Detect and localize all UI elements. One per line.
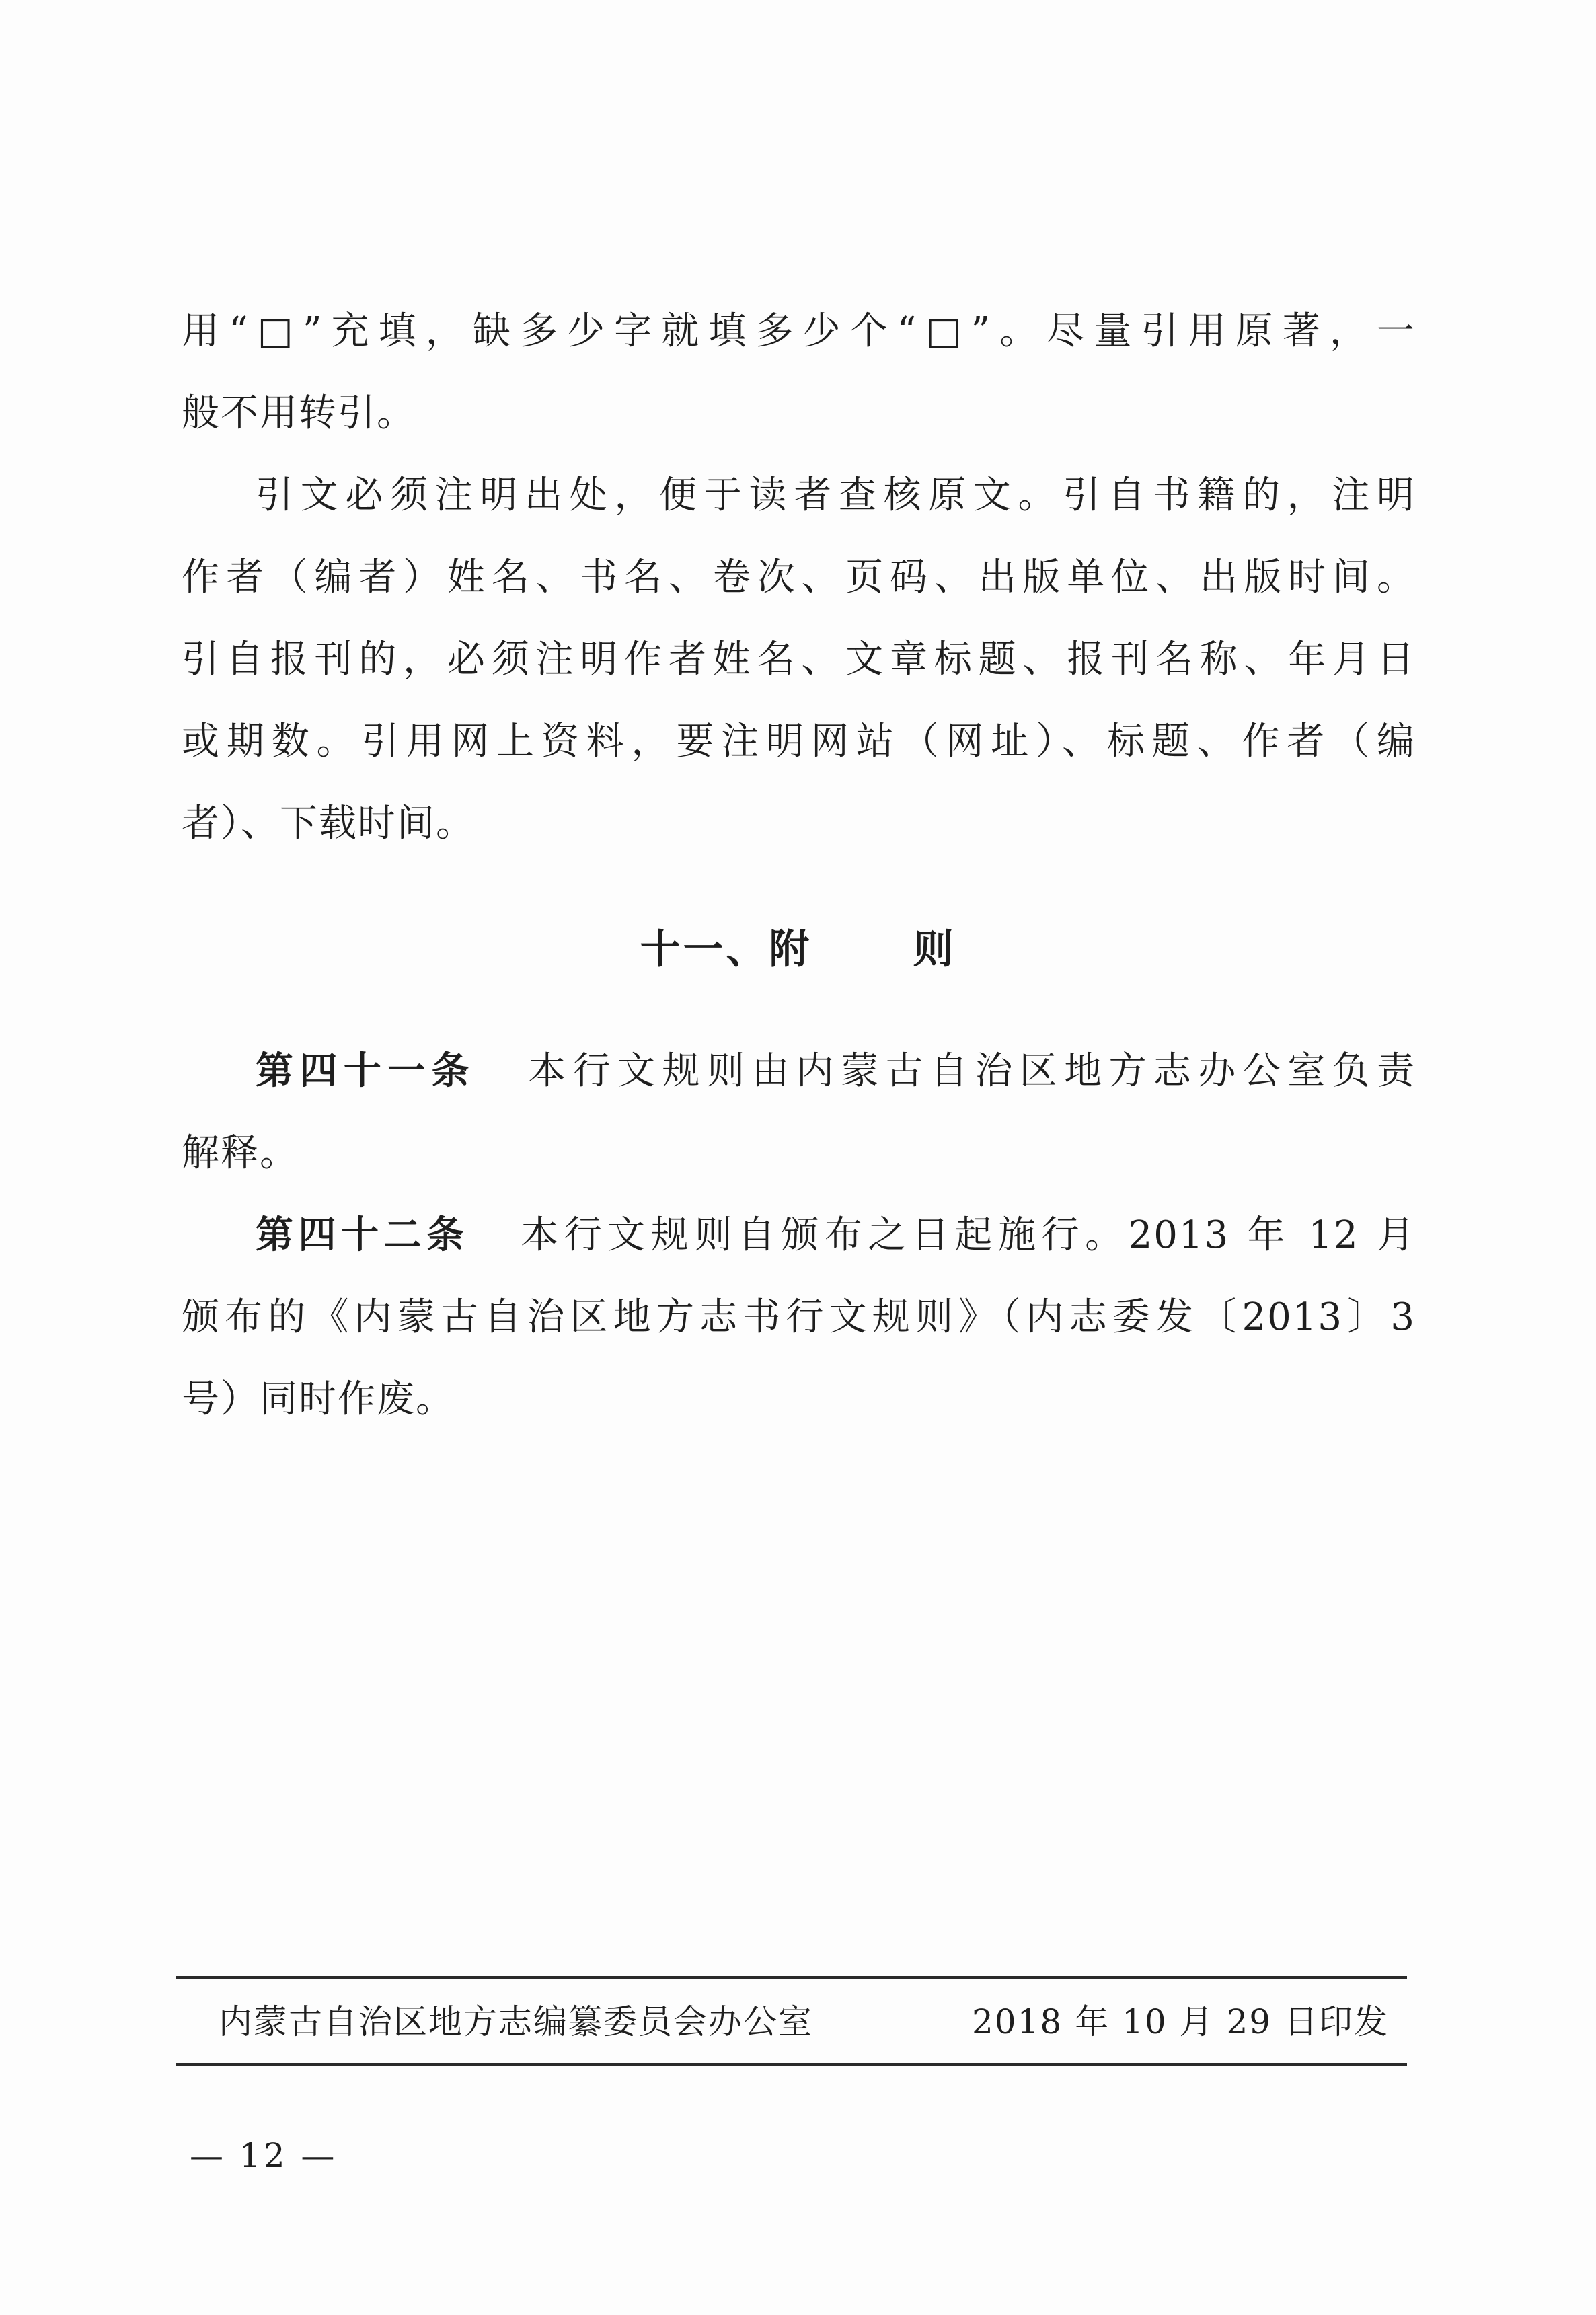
- footer-top-rule: [176, 1976, 1407, 1979]
- para2-line-5: 者）、下载时间。: [182, 802, 475, 845]
- article41-line-1: [256, 1047, 1416, 1096]
- article41-line-2: 解释。: [182, 1131, 299, 1175]
- footer-issuer: 内蒙古自治区地方志编纂委员会办公室: [219, 2002, 813, 2041]
- footer-date: 2018 年 10 月 29 日印发: [972, 2002, 1389, 2041]
- para1-line-2: 般不用转引。: [182, 391, 416, 435]
- article42-line-1: [256, 1211, 1416, 1260]
- para2-line-3: 引自报刊的，必须注明作者姓名、文章标题、报刊名称、年月日: [182, 638, 1416, 681]
- para2-line-4: 或期数。引用网上资料，要注明网站（网址）、标题、作者（编: [182, 720, 1416, 763]
- para1-line-1: 用“□”充填，缺多少字就填多少个“□”。尽量引用原著，一: [182, 309, 1416, 353]
- article41-label: 第四十一条: [256, 1049, 476, 1093]
- footer-bottom-rule: [176, 2063, 1407, 2066]
- article41-text: 本行文规则由内蒙古自治区地方志办公室负责: [523, 1049, 1416, 1093]
- article42-label: 第四十二条: [256, 1213, 469, 1257]
- section-heading: [0, 923, 1596, 977]
- section-title-end: 则: [913, 926, 956, 973]
- article42-text: 本行文规则自颁布之日起施行。2013 年 12 月: [516, 1213, 1416, 1257]
- article42-line-2: 颁布的《内蒙古自治区地方志书行文规则》（内志委发〔2013〕3: [182, 1295, 1416, 1339]
- page-number: — 12 —: [190, 2136, 338, 2175]
- article42-line-3: 号）同时作废。: [182, 1377, 455, 1421]
- section-number: 十一、附: [640, 926, 812, 973]
- para2-line-1: 引文必须注明出处，便于读者查核原文。引自书籍的，注明: [256, 473, 1416, 517]
- para2-line-2: 作者（编者）姓名、书名、卷次、页码、出版单位、出版时间。: [182, 556, 1416, 599]
